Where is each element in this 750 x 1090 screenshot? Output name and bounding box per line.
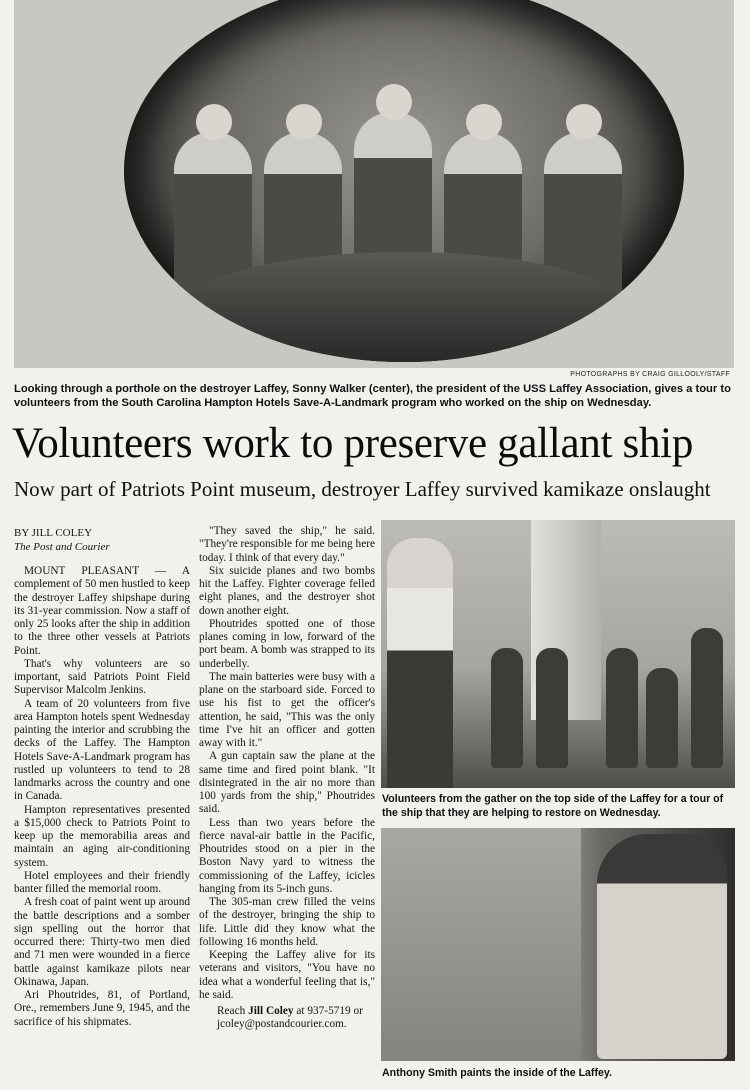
article-paragraph: Six suicide planes and two bombs hit the Laffey. Fighter coverage felled eight planes, and the destroyer shot down another eight. — [199, 564, 375, 617]
byline — [14, 526, 184, 554]
article-paragraph: Phoutrides spotted one of those planes coming in low, forward of the port beam. A bomb was strapped to its underbelly. — [199, 617, 375, 670]
article-paragraph: That's why volunteers are so important, said Patriots Point Field Supervisor Malcolm Jenkins. — [14, 657, 190, 697]
article-paragraph: Keeping the Laffey alive for its veterans and visitors, "You have no idea what a wonderful feeling that is," he said. — [199, 949, 375, 1001]
volunteer-figure — [536, 648, 568, 768]
volunteer-figure — [491, 648, 523, 768]
subhead: Now part of Patriots Point museum, destroyer Laffey survived kamikaze onslaught — [14, 477, 711, 501]
top-photo-caption: Looking through a porthole on the destroyer Laffey, Sonny Walker (center), the president of the USS Laffey Association, gives a tour to volunteers from the South Carolina Hampton Hotels Save-A-Landmark program who worked on the ship on Wednesday. — [14, 383, 731, 409]
deck-volunteers-photo — [381, 520, 735, 788]
contact-email[interactable]: jcoley@postandcourier.com. — [217, 1018, 347, 1031]
article-paragraph: Hampton representatives presented a $15,000 check to Patriots Point to keep up the memorabilia areas and maintain an aging air-conditioning system. — [14, 803, 190, 869]
dateline: MOUNT PLEASANT — — [24, 565, 167, 577]
article-column-2 — [199, 525, 375, 1032]
article-paragraph: Hotel employees and their friendly banter filled the memorial room. — [14, 869, 190, 895]
painter-photo — [381, 828, 735, 1061]
volunteer-foreground-figure — [387, 538, 453, 788]
article-paragraph: A team of 20 volunteers from five area Hampton hotels spent Wednesday painting the interior and scrubbing the decks of the Laffey. The Hampton Hotels Save-A-Landmark program has rustled up volunteers to tend to 28 landmarks across the country and one in Canada. — [14, 697, 190, 803]
porthole-frame — [124, 0, 684, 362]
volunteer-figure — [606, 648, 638, 768]
byline-org: The Post and Courier — [14, 541, 110, 553]
contact-line: Reach Jill Coley at 937-5719 or jcoley@postandcourier.com. — [217, 1005, 363, 1031]
headline: Volunteers work to preserve gallant ship — [12, 420, 694, 467]
article-paragraph: The 305-man crew filled the veins of the destroyer, bringing the ship to life. Little did they know what the following 16 months held. — [199, 896, 375, 948]
article-paragraph: The main batteries were busy with a plane on the starboard side. Forced to use his fist to get the officer's attention, he said, "This was the only time I've hit an officer and gotten away with it." — [199, 670, 375, 749]
ship-interior-wall — [381, 828, 581, 1061]
article-paragraph: "They saved the ship," he said. "They're responsible for me being here today. I think of that every day." — [199, 525, 375, 564]
bottom-photo-caption: Anthony Smith paints the inside of the Laffey. — [382, 1067, 612, 1079]
article-paragraph: MOUNT PLEASANT — A complement of 50 men hustled to keep the destroyer Laffey shipshape during its 31-year commission. Now a staff of only 25 looks after the ship in addition to the three other vessels at Patriots Point. — [14, 565, 190, 657]
volunteer-figure — [691, 628, 723, 768]
contact-name: Jill Coley — [248, 1005, 294, 1017]
porthole-photo — [14, 0, 734, 368]
anthony-smith-figure — [597, 834, 727, 1059]
ship-machinery — [184, 252, 624, 362]
photo-credit: PHOTOGRAPHS BY CRAIG GILLOOLY/STAFF — [570, 371, 730, 378]
article-paragraph: A fresh coat of paint went up around the battle descriptions and a somber sign spelling out the horror that occurred there: Thirty-two men died and 71 men were wounded in a fierce battle against kamikaze pilots near Okinawa, Japan. — [14, 896, 190, 988]
article-paragraph: Less than two years before the fierce naval-air battle in the Pacific, Phoutrides stood on a pier in the Boston Navy yard to witness the commissioning of the Laffey, icicles hanging from its 5-inch guns. — [199, 816, 375, 895]
article-paragraph: Ari Phoutrides, 81, of Portland, Ore., remembers June 9, 1945, and the sacrifice of his shipmates. — [14, 989, 190, 1028]
byline-author: BY JILL COLEY — [14, 527, 93, 539]
middle-photo-caption: Volunteers from the gather on the top side of the Laffey for a tour of the ship that they are helping to restore on Wednesday. — [382, 793, 724, 819]
article-column-1 — [14, 565, 190, 1029]
volunteer-figure — [646, 668, 678, 768]
article-paragraph: A gun captain saw the plane at the same time and fired point blank. "It disintegrated in the air no more than 100 yards from the ship," Phoutrides said. — [199, 750, 375, 816]
